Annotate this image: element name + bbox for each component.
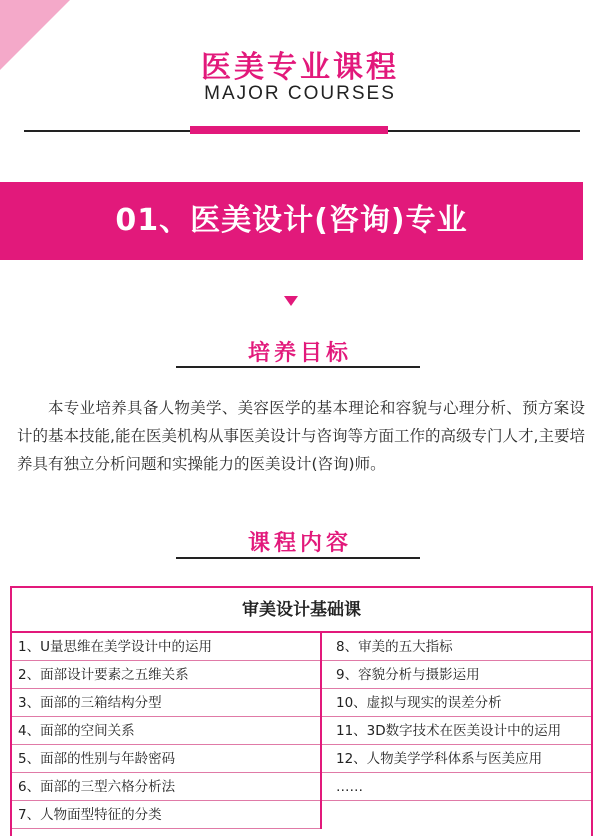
table-cell-empty (322, 801, 591, 829)
table-cell: 12、人物美学学科体系与医美应用 (322, 745, 591, 773)
objective-heading: 培养目标 (247, 341, 352, 366)
table-cell: 11、3D数字技术在医美设计中的运用 (322, 717, 591, 745)
table-cell: 6、面部的三型六格分析法 (12, 773, 320, 801)
table-cell: 3、面部的三箱结构分型 (12, 689, 320, 717)
courses-divider (176, 557, 420, 559)
table-cell: 9、容貌分析与摄影运用 (322, 661, 591, 689)
page-title: 医美专业课程 (201, 50, 399, 85)
table-cell: 2、面部设计要素之五维关系 (12, 661, 320, 689)
table-cell-ellipsis: …… (322, 773, 591, 801)
table-cell: 8、审美的五大指标 (322, 633, 591, 661)
table-cell: 7、人物面型特征的分类 (12, 801, 320, 829)
table-cell: 1、U量思维在美学设计中的运用 (12, 633, 320, 661)
header-accent-bar (190, 126, 388, 134)
major-banner: 01、医美设计(咨询)专业 (0, 182, 583, 260)
courses-heading: 课程内容 (247, 531, 352, 556)
table-cell: 10、虚拟与现实的误差分析 (322, 689, 591, 717)
table-cell: 5、面部的性别与年龄密码 (12, 745, 320, 773)
table-column-left (12, 633, 322, 829)
course-table (10, 586, 593, 836)
down-arrow-icon (284, 296, 298, 306)
table-column-right (322, 633, 591, 829)
page-subtitle: MAJOR COURSES (204, 83, 396, 104)
table-grid (12, 633, 591, 829)
objective-divider (176, 366, 420, 368)
table-title: 审美设计基础课 (12, 588, 591, 633)
objective-paragraph: 本专业培养具备人物美学、美容医学的基本理论和容貌与心理分析、预方案设计的基本技能,能在医美机构从事医美设计与咨询等方面工作的高级专门人才,主要培养具有独立分析问题和实操能力的医美设计(咨询)师。 (17, 399, 585, 473)
table-cell: 4、面部的空间关系 (12, 717, 320, 745)
